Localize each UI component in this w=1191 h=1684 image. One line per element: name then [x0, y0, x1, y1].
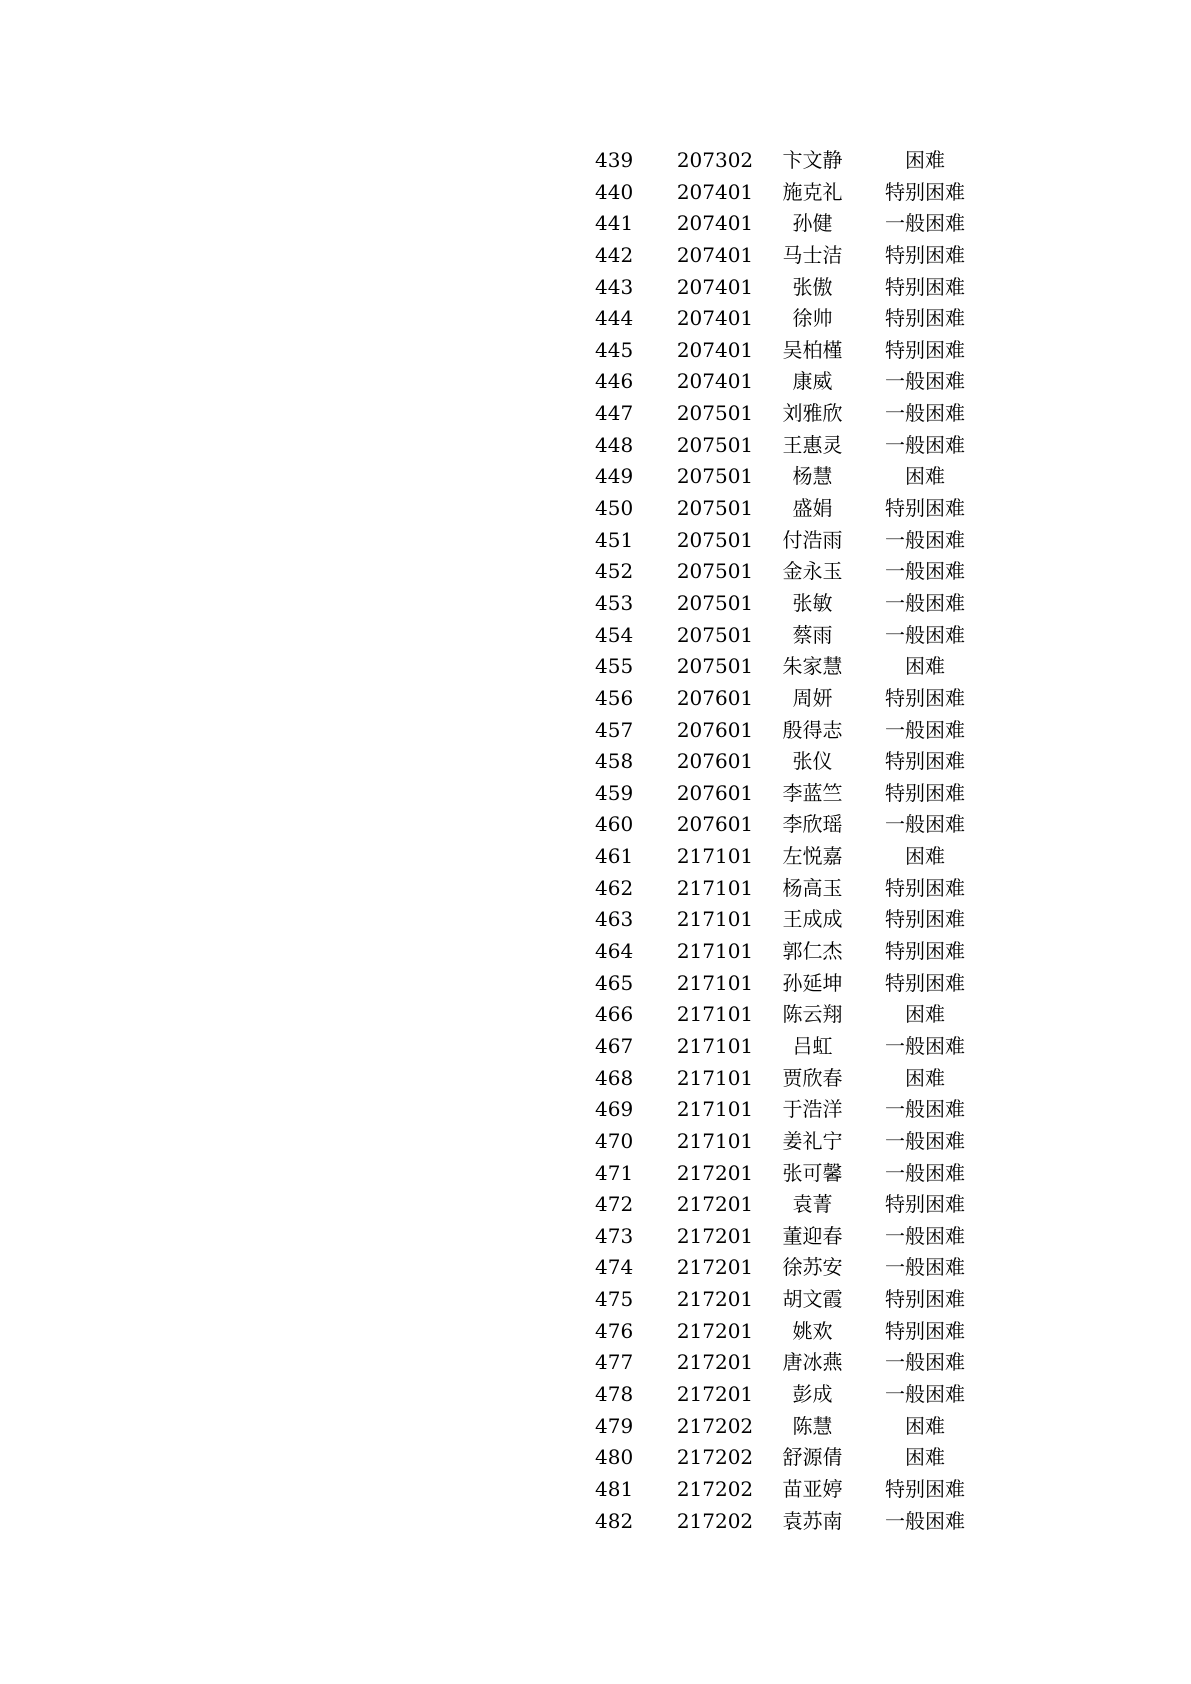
- class-code: 217201: [676, 1223, 754, 1248]
- difficulty-level: 一般困难: [885, 1097, 965, 1122]
- table-row: [590, 461, 990, 493]
- student-name: 唐冰燕: [782, 1350, 843, 1375]
- row-number: 448: [595, 432, 634, 457]
- class-code: 217101: [676, 844, 754, 869]
- student-name: 张仪: [792, 749, 833, 774]
- row-number: 462: [595, 875, 634, 900]
- class-code: 217101: [676, 875, 754, 900]
- row-number: 469: [595, 1097, 634, 1122]
- table-row: [590, 1189, 990, 1221]
- class-code: 207601: [676, 749, 754, 774]
- table-row: [590, 1221, 990, 1253]
- student-table: [590, 145, 990, 1537]
- row-number: 475: [595, 1287, 634, 1312]
- student-name: 周妍: [792, 685, 833, 710]
- row-number: 443: [595, 274, 634, 299]
- difficulty-level: 特别困难: [885, 907, 965, 932]
- class-code: 217101: [676, 1128, 754, 1153]
- difficulty-level: 一般困难: [885, 1128, 965, 1153]
- class-code: 217101: [676, 939, 754, 964]
- difficulty-level: 特别困难: [885, 685, 965, 710]
- class-code: 207401: [676, 369, 754, 394]
- class-code: 207401: [676, 242, 754, 267]
- class-code: 207501: [676, 401, 754, 426]
- table-row: [590, 809, 990, 841]
- table-row: [590, 1506, 990, 1538]
- table-row: [590, 999, 990, 1031]
- difficulty-level: 一般困难: [885, 717, 965, 742]
- student-name: 朱家慧: [782, 654, 843, 679]
- student-name: 徐苏安: [782, 1255, 843, 1280]
- difficulty-level: 一般困难: [885, 369, 965, 394]
- difficulty-level: 特别困难: [885, 970, 965, 995]
- class-code: 217101: [676, 970, 754, 995]
- row-number: 466: [595, 1002, 634, 1027]
- student-name: 张可馨: [782, 1160, 843, 1185]
- student-name: 姜礼宁: [782, 1128, 843, 1153]
- table-row: [590, 620, 990, 652]
- class-code: 207401: [676, 211, 754, 236]
- difficulty-level: 特别困难: [885, 337, 965, 362]
- difficulty-level: 一般困难: [885, 590, 965, 615]
- class-code: 217201: [676, 1192, 754, 1217]
- student-name: 蔡雨: [792, 622, 833, 647]
- difficulty-level: 特别困难: [885, 242, 965, 267]
- student-name: 徐帅: [792, 306, 833, 331]
- student-name: 陈慧: [792, 1413, 833, 1438]
- table-row: [590, 430, 990, 462]
- class-code: 207401: [676, 337, 754, 362]
- table-row: [590, 746, 990, 778]
- difficulty-level: 困难: [905, 1413, 945, 1438]
- difficulty-level: 一般困难: [885, 527, 965, 552]
- class-code: 207601: [676, 717, 754, 742]
- class-code: 217201: [676, 1381, 754, 1406]
- row-number: 454: [595, 622, 634, 647]
- row-number: 461: [595, 844, 634, 869]
- difficulty-level: 特别困难: [885, 939, 965, 964]
- row-number: 450: [595, 496, 634, 521]
- class-code: 207401: [676, 306, 754, 331]
- table-row: [590, 841, 990, 873]
- student-name: 袁菁: [792, 1192, 833, 1217]
- table-row: [590, 1411, 990, 1443]
- class-code: 217101: [676, 1097, 754, 1122]
- difficulty-level: 一般困难: [885, 1160, 965, 1185]
- student-name: 马士洁: [782, 242, 843, 267]
- class-code: 207401: [676, 179, 754, 204]
- difficulty-level: 困难: [905, 844, 945, 869]
- row-number: 470: [595, 1128, 634, 1153]
- difficulty-level: 一般困难: [885, 211, 965, 236]
- student-name: 彭成: [792, 1381, 833, 1406]
- difficulty-level: 困难: [905, 1445, 945, 1470]
- student-name: 贾欣春: [782, 1065, 843, 1090]
- row-number: 439: [595, 148, 634, 172]
- student-name: 袁苏南: [782, 1508, 843, 1533]
- row-number: 478: [595, 1381, 634, 1406]
- table-row: [590, 177, 990, 209]
- student-name: 殷得志: [782, 717, 843, 742]
- class-code: 217101: [676, 1033, 754, 1058]
- row-number: 453: [595, 590, 634, 615]
- student-name: 康威: [792, 369, 833, 394]
- student-name: 刘雅欣: [782, 401, 843, 426]
- table-row: [590, 683, 990, 715]
- student-name: 李欣瑶: [782, 812, 843, 837]
- table-row: [590, 493, 990, 525]
- table-row: [590, 1474, 990, 1506]
- class-code: 217201: [676, 1318, 754, 1343]
- row-number: 440: [595, 179, 634, 204]
- difficulty-level: 一般困难: [885, 1223, 965, 1248]
- student-name: 卞文静: [782, 148, 843, 172]
- class-code: 207601: [676, 685, 754, 710]
- difficulty-level: 困难: [905, 1002, 945, 1027]
- difficulty-level: 特别困难: [885, 780, 965, 805]
- table-row: [590, 1442, 990, 1474]
- table-row: [590, 1252, 990, 1284]
- class-code: 217202: [676, 1476, 754, 1501]
- student-name: 胡文霞: [782, 1287, 843, 1312]
- difficulty-level: 一般困难: [885, 1381, 965, 1406]
- table-row: [590, 1284, 990, 1316]
- class-code: 207501: [676, 590, 754, 615]
- class-code: 217202: [676, 1508, 754, 1533]
- row-number: 468: [595, 1065, 634, 1090]
- table-row: [590, 398, 990, 430]
- difficulty-level: 一般困难: [885, 1350, 965, 1375]
- student-name: 杨慧: [792, 464, 833, 489]
- student-name: 吕虹: [792, 1033, 833, 1058]
- table-row: [590, 715, 990, 747]
- row-number: 449: [595, 464, 634, 489]
- row-number: 477: [595, 1350, 634, 1375]
- difficulty-level: 一般困难: [885, 1255, 965, 1280]
- student-name: 姚欢: [792, 1318, 833, 1343]
- row-number: 474: [595, 1255, 634, 1280]
- row-number: 451: [595, 527, 634, 552]
- class-code: 207501: [676, 496, 754, 521]
- difficulty-level: 特别困难: [885, 274, 965, 299]
- student-name: 吴柏槿: [782, 337, 843, 362]
- class-code: 217202: [676, 1413, 754, 1438]
- student-name: 王成成: [782, 907, 843, 932]
- table-row: [590, 904, 990, 936]
- difficulty-level: 特别困难: [885, 1287, 965, 1312]
- row-number: 467: [595, 1033, 634, 1058]
- row-number: 473: [595, 1223, 634, 1248]
- class-code: 207501: [676, 432, 754, 457]
- student-name: 郭仁杰: [782, 939, 843, 964]
- row-number: 463: [595, 907, 634, 932]
- class-code: 217201: [676, 1350, 754, 1375]
- row-number: 479: [595, 1413, 634, 1438]
- class-code: 217202: [676, 1445, 754, 1470]
- row-number: 445: [595, 337, 634, 362]
- difficulty-level: 特别困难: [885, 179, 965, 204]
- class-code: 207501: [676, 464, 754, 489]
- student-name: 王惠灵: [782, 432, 843, 457]
- student-name: 陈云翔: [782, 1002, 843, 1027]
- difficulty-level: 困难: [905, 464, 945, 489]
- difficulty-level: 困难: [905, 148, 945, 172]
- row-number: 476: [595, 1318, 634, 1343]
- difficulty-level: 困难: [905, 654, 945, 679]
- student-name: 李蓝竺: [782, 780, 843, 805]
- class-code: 207501: [676, 527, 754, 552]
- table-row: [590, 1031, 990, 1063]
- table-row: [590, 1347, 990, 1379]
- difficulty-level: 一般困难: [885, 559, 965, 584]
- table-row: [590, 936, 990, 968]
- difficulty-level: 一般困难: [885, 1508, 965, 1533]
- row-number: 457: [595, 717, 634, 742]
- class-code: 217101: [676, 1065, 754, 1090]
- difficulty-level: 一般困难: [885, 401, 965, 426]
- table-row: [590, 1063, 990, 1095]
- difficulty-level: 特别困难: [885, 1192, 965, 1217]
- class-code: 207601: [676, 780, 754, 805]
- difficulty-level: 特别困难: [885, 1318, 965, 1343]
- class-code: 207501: [676, 559, 754, 584]
- table-row: [590, 556, 990, 588]
- row-number: 464: [595, 939, 634, 964]
- row-number: 452: [595, 559, 634, 584]
- student-name: 付浩雨: [782, 527, 843, 552]
- student-name: 杨高玉: [782, 875, 843, 900]
- table-row: [590, 208, 990, 240]
- difficulty-level: 一般困难: [885, 1033, 965, 1058]
- student-name: 孙健: [792, 211, 833, 236]
- row-number: 482: [595, 1508, 634, 1533]
- row-number: 472: [595, 1192, 634, 1217]
- student-name: 左悦嘉: [782, 844, 843, 869]
- table-row: [590, 1126, 990, 1158]
- table-row: [590, 303, 990, 335]
- table-row: [590, 240, 990, 272]
- table-row: [590, 366, 990, 398]
- table-row: [590, 778, 990, 810]
- table-row: [590, 1158, 990, 1190]
- student-name: 张敏: [792, 590, 833, 615]
- class-code: 207501: [676, 622, 754, 647]
- difficulty-level: 特别困难: [885, 306, 965, 331]
- class-code: 207601: [676, 812, 754, 837]
- table-row: [590, 968, 990, 1000]
- student-name: 于浩洋: [782, 1097, 843, 1122]
- student-name: 舒源倩: [782, 1445, 843, 1470]
- table-row: [590, 1379, 990, 1411]
- student-name: 孙延坤: [782, 970, 843, 995]
- class-code: 217101: [676, 1002, 754, 1027]
- table-row: [590, 873, 990, 905]
- class-code: 217101: [676, 907, 754, 932]
- student-name: 苗亚婷: [782, 1476, 843, 1501]
- difficulty-level: 特别困难: [885, 875, 965, 900]
- difficulty-level: 特别困难: [885, 749, 965, 774]
- class-code: 207401: [676, 274, 754, 299]
- row-number: 442: [595, 242, 634, 267]
- difficulty-level: 困难: [905, 1065, 945, 1090]
- difficulty-level: 特别困难: [885, 496, 965, 521]
- difficulty-level: 一般困难: [885, 812, 965, 837]
- student-name: 施克礼: [782, 179, 843, 204]
- class-code: 217201: [676, 1160, 754, 1185]
- table-row: [590, 272, 990, 304]
- row-number: 465: [595, 970, 634, 995]
- student-name: 金永玉: [782, 559, 843, 584]
- table-row: [590, 651, 990, 683]
- difficulty-level: 特别困难: [885, 1476, 965, 1501]
- table-row: [590, 1094, 990, 1126]
- row-number: 441: [595, 211, 634, 236]
- table-row: [590, 1316, 990, 1348]
- table-row: [590, 588, 990, 620]
- difficulty-level: 一般困难: [885, 622, 965, 647]
- row-number: 446: [595, 369, 634, 394]
- row-number: 456: [595, 685, 634, 710]
- student-name: 董迎春: [782, 1223, 843, 1248]
- student-name: 盛娟: [792, 496, 833, 521]
- row-number: 459: [595, 780, 634, 805]
- student-name: 张傲: [792, 274, 833, 299]
- class-code: 207501: [676, 654, 754, 679]
- difficulty-level: 一般困难: [885, 432, 965, 457]
- row-number: 447: [595, 401, 634, 426]
- row-number: 444: [595, 306, 634, 331]
- class-code: 207302: [676, 148, 754, 172]
- row-number: 460: [595, 812, 634, 837]
- table-row: [590, 145, 990, 177]
- row-number: 455: [595, 654, 634, 679]
- class-code: 217201: [676, 1255, 754, 1280]
- row-number: 458: [595, 749, 634, 774]
- table-row: [590, 335, 990, 367]
- class-code: 217201: [676, 1287, 754, 1312]
- row-number: 471: [595, 1160, 634, 1185]
- row-number: 481: [595, 1476, 634, 1501]
- table-row: [590, 525, 990, 557]
- row-number: 480: [595, 1445, 634, 1470]
